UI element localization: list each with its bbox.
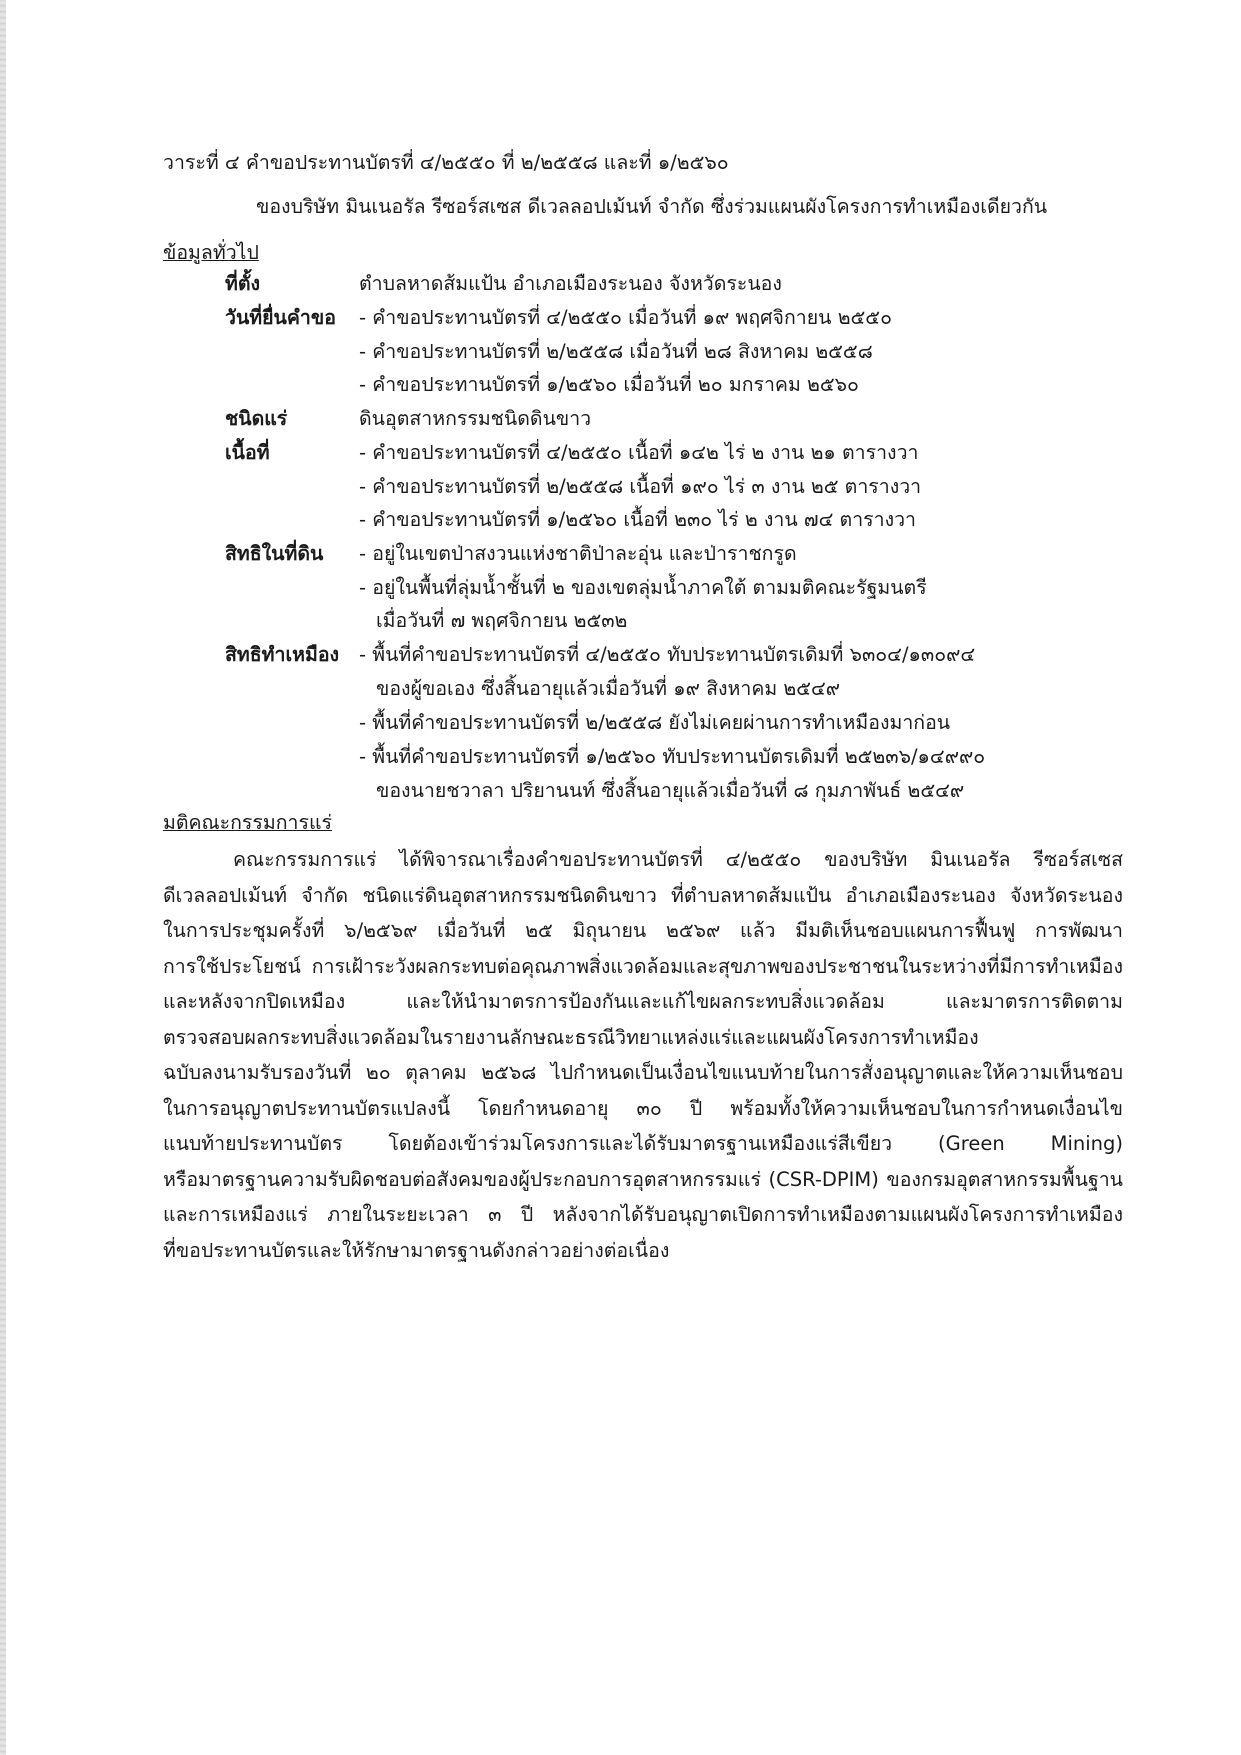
mining-rights-line: ของผู้ขอเอง ซึ่งสิ้นอายุแล้วเมื่อวันที่ ๑๙ สิงหาคม ๒๕๔๙ xyxy=(376,677,841,700)
mining-rights-line: - พื้นที่คำขอประทานบัตรที่ ๒/๒๕๕๘ ยังไม่เคยผ่านการทำเหมืองมาก่อน xyxy=(359,711,951,734)
resolution-heading: มติคณะกรรมการแร่ xyxy=(163,811,333,834)
mining-rights-line: ของนายชวาลา ปริยานนท์ ซึ่งสิ้นอายุแล้วเมื่อวันที่ ๘ กุมภาพันธ์ ๒๕๔๙ xyxy=(376,779,965,802)
land-rights-label: สิทธิในที่ดิน xyxy=(225,542,324,565)
resolution-line: และการเหมืองแร่ ภายในระยะเวลา ๓ ปี หลังจากได้รับอนุญาตเปิดการทำเหมืองตามแผนผังโครงการทำเหมือง xyxy=(163,1203,1123,1226)
area-line: - คำขอประทานบัตรที่ ๑/๒๕๖๐ เนื้อที่ ๒๓๐ ไร่ ๒ งาน ๗๔ ตารางวา xyxy=(359,508,916,531)
area-label: เนื้อที่ xyxy=(225,441,270,464)
mineral-type-label: ชนิดแร่ xyxy=(225,407,288,430)
resolution-line: ในการอนุญาตประทานบัตรแปลงนี้ โดยกำหนดอายุ ๓๐ ปี พร้อมทั้งให้ความเห็นชอบในการกำหนดเงื่อนไข xyxy=(163,1097,1123,1120)
scan-edge xyxy=(0,0,6,1755)
mining-rights-line: - พื้นที่คำขอประทานบัตรที่ ๔/๒๕๕๐ ทับประทานบัตรเดิมที่ ๖๓๐๔/๑๓๐๙๔ xyxy=(359,643,976,666)
area-line: - คำขอประทานบัตรที่ ๔/๒๕๕๐ เนื้อที่ ๑๔๒ ไร่ ๒ งาน ๒๑ ตารางวา xyxy=(359,441,919,464)
resolution-line: ตรวจสอบผลกระทบสิ่งแวดล้อมในรายงานลักษณะธรณีวิทยาแหล่งแร่และแผนผังโครงการทำเหมือง xyxy=(163,1026,979,1049)
agenda-title: วาระที่ ๔ คำขอประทานบัตรที่ ๔/๒๕๕๐ ที่ ๒/๒๕๕๘ และที่ ๑/๒๕๖๐ xyxy=(163,151,729,174)
resolution-line: คณะกรรมการแร่ ได้พิจารณาเรื่องคำขอประทานบัตรที่ ๔/๒๕๕๐ ของบริษัท มินเนอรัล รีซอร์สเซส xyxy=(233,848,1123,871)
resolution-line: หรือมาตรฐานความรับผิดชอบต่อสังคมของผู้ประกอบการอุตสาหกรรมแร่ (CSR-DPIM) ของกรมอุตสาหกรรมพื้นฐาน xyxy=(163,1168,1123,1191)
resolution-line: ในการประชุมครั้งที่ ๖/๒๕๖๙ เมื่อวันที่ ๒๕ มิถุนายน ๒๕๖๙ แล้ว มีมติเห็นชอบแผนการฟื้นฟู การพัฒนา xyxy=(163,919,1123,942)
resolution-line: ที่ขอประทานบัตรและให้รักษามาตรฐานดังกล่าวอย่างต่อเนื่อง xyxy=(163,1239,670,1262)
land-rights-line: - อยู่ในพื้นที่ลุ่มน้ำชั้นที่ ๒ ของเขตลุ่มน้ำภาคใต้ ตามมติคณะรัฐมนตรี xyxy=(359,576,927,599)
area-line: - คำขอประทานบัตรที่ ๒/๒๕๕๘ เนื้อที่ ๑๙๐ ไร่ ๓ งาน ๒๕ ตารางวา xyxy=(359,475,922,498)
resolution-line: ฉบับลงนามรับรองวันที่ ๒๐ ตุลาคม ๒๕๖๘ ไปกำหนดเป็นเงื่อนไขแนบท้ายในการสั่งอนุญาตและให้ความเห็นชอบ xyxy=(163,1061,1123,1084)
mineral-type-value: ดินอุตสาหกรรมชนิดดินขาว xyxy=(359,407,592,430)
resolution-line: ดีเวลลอปเม้นท์ จำกัด ชนิดแร่ดินอุตสาหกรรมชนิดดินขาว ที่ตำบลหาดส้มแป้น อำเภอเมืองระนอง จังหวัดระนอง xyxy=(163,884,1123,907)
general-info-heading: ข้อมูลทั่วไป xyxy=(163,241,259,264)
resolution-line: แนบท้ายประทานบัตร โดยต้องเข้าร่วมโครงการและได้รับมาตรฐานเหมืองแร่สีเขียว (Green Mining) xyxy=(163,1132,1123,1155)
mining-rights-line: - พื้นที่คำขอประทานบัตรที่ ๑/๒๕๖๐ ทับประทานบัตรเดิมที่ ๒๕๒๓๖/๑๔๙๙๐ xyxy=(359,745,986,768)
agenda-subtitle: ของบริษัท มินเนอรัล รีซอร์สเซส ดีเวลลอปเม้นท์ จำกัด ซึ่งร่วมแผนผังโครงการทำเหมืองเดียวกัน xyxy=(256,195,1048,218)
filing-date-label: วันที่ยื่นคำขอ xyxy=(225,306,336,329)
resolution-line: และหลังจากปิดเหมือง และให้นำมาตรการป้องกันและแก้ไขผลกระทบสิ่งแวดล้อม และมาตรการติดตาม xyxy=(163,990,1123,1013)
location-label: ที่ตั้ง xyxy=(225,272,261,295)
mining-rights-label: สิทธิทำเหมือง xyxy=(225,643,340,666)
filing-date-line: - คำขอประทานบัตรที่ ๑/๒๕๖๐ เมื่อวันที่ ๒๐ มกราคม ๒๕๖๐ xyxy=(359,373,859,396)
filing-date-line: - คำขอประทานบัตรที่ ๒/๒๕๕๘ เมื่อวันที่ ๒๘ สิงหาคม ๒๕๕๘ xyxy=(359,340,873,363)
location-value: ตำบลหาดส้มแป้น อำเภอเมืองระนอง จังหวัดระนอง xyxy=(359,272,782,295)
land-rights-line: - อยู่ในเขตป่าสงวนแห่งชาติป่าละอุ่น และป่าราชกรูด xyxy=(359,542,797,565)
land-rights-line: เมื่อวันที่ ๗ พฤศจิกายน ๒๕๓๒ xyxy=(376,609,628,632)
resolution-line: การใช้ประโยชน์ การเฝ้าระวังผลกระทบต่อคุณภาพสิ่งแวดล้อมและสุขภาพของประชาชนในระหว่างที่มีการทำเหมือง xyxy=(163,955,1123,978)
filing-date-line: - คำขอประทานบัตรที่ ๔/๒๕๕๐ เมื่อวันที่ ๑๙ พฤศจิกายน ๒๕๕๐ xyxy=(359,306,892,329)
